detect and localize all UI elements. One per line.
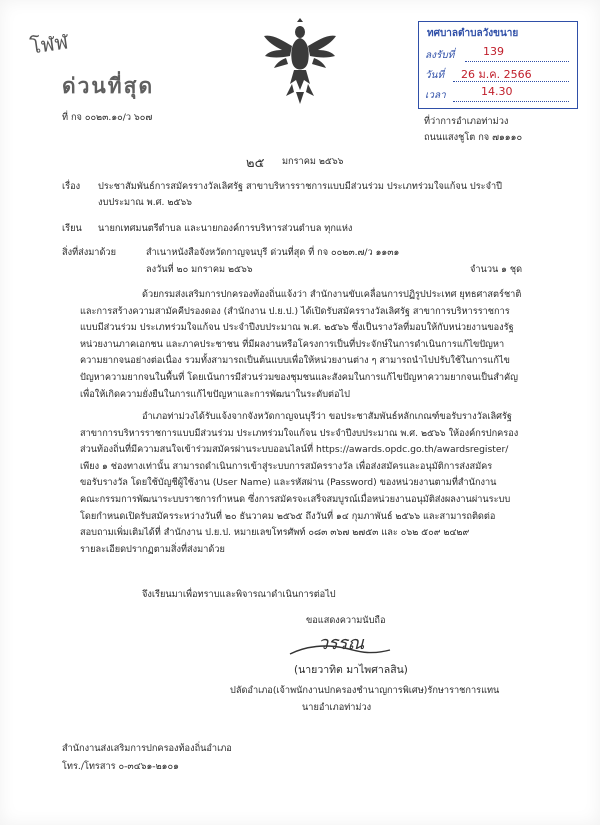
stamp-receipt-no: 139 <box>483 45 504 58</box>
para2-line: อำเภอท่าม่วงได้รับแจ้งจากจังหวัดกาญจนบุรีว่า ขอประชาสัมพันธ์หลักเกณฑ์ขอรับรางวัลเลิศรัฐ <box>142 411 512 422</box>
para2-line: สอบถามเพิ่มเติมได้ที่ สำนักงาน ป.ย.ป. หมายเลขโทรศัพท์ ๐๘๓ ๓๖๗ ๒๗๕๓ และ ๐๖๒ ๕๐๙ ๒๔๒๙ <box>80 527 470 539</box>
date-day: ๒๕ <box>246 156 265 171</box>
body-paragraph-2 <box>80 409 574 558</box>
stamp-date-value: 26 ม.ค. 2566 <box>461 68 532 81</box>
para2-line: สาขาการบริหารราชการแบบมีส่วนร่วม ประเภทร่วมใจแก้จน ประจำปีงบประมาณ พ.ศ. ๒๕๖๖ ให้องค์กรปกครอง <box>80 427 519 439</box>
stamp-time-line <box>453 100 569 102</box>
enclosure-label: สิ่งที่ส่งมาด้วย <box>62 247 116 258</box>
para1-line: และการสร้างความสามัคคีปรองดอง (สำนักงาน ป.ย.ป.) ได้เปิดรับสมัครรางวัลเลิศรัฐ สาขาการบริหารราชการ <box>80 305 510 317</box>
para2-line: คณะกรรมการพัฒนาระบบราชการกำหนด ซึ่งการสมัครจะเสร็จสมบูรณ์เมื่อหน่วยงานอนุมัติส่งผลงานผ่านระบบ <box>80 493 511 505</box>
stamp-receipt-label: ลงรับที่ <box>425 50 455 61</box>
signature-stroke-icon <box>286 640 396 660</box>
footer-office: สำนักงานส่งเสริมการปกครองท้องถิ่นอำเภอ <box>62 743 232 754</box>
office-line-2: ถนนแสงชูโต กจ ๗๑๑๑๐ <box>424 132 523 143</box>
receipt-stamp <box>418 21 578 109</box>
para1-line: ด้วยกรมส่งเสริมการปกครองท้องถิ่นแจ้งว่า สำนักงานขับเคลื่อนการปฏิรูปประเทศ ยุทธศาสตร์ชาติ <box>142 289 522 300</box>
stamp-org: ทศบาลตำบลวังขนาย <box>427 28 519 39</box>
enclosure-count: จำนวน ๑ ชุด <box>470 264 523 275</box>
office-line-1: ที่ว่าการอำเภอท่าม่วง <box>424 116 509 127</box>
para2-line: ส่วนท้องถิ่นที่มีความสนใจเข้าร่วมสมัครผ่านระบบออนไลน์ที่ https://awards.opdc.go.th/awardsregister/ <box>80 444 509 456</box>
para1-line: ความยากจนอย่างต่อเนื่อง รวมทั้งสามารถเป็นต้นแบบเพื่อให้หน่วยงานต่าง ๆ สามารถนำไปปรับใช้ในการแก้ไข <box>80 355 510 367</box>
para1-line: แบบมีส่วนร่วม ประเภทร่วมใจแก้จน ประจำปีงบประมาณ พ.ศ. ๒๕๖๖ ซึ่งเป็นรางวัลที่มอบให้กับหน่วยงานของรัฐ <box>80 322 514 334</box>
stamp-receipt-line <box>465 60 569 62</box>
stamp-time-value: 14.30 <box>481 85 513 98</box>
signer-title-1: ปลัดอำเภอ(เจ้าพนักงานปกครองชำนาญการพิเศษ)รักษาราชการแทน <box>230 685 500 696</box>
para1-line: หน่วยงานภาคเอกชน และภาคประชาชน ที่มีผลงานหรือโครงการเป็นที่ประจักษ์ในการดำเนินการแก้ไขปัญหา <box>80 338 505 350</box>
body-paragraph-1 <box>80 287 574 403</box>
subject-label: เรื่อง <box>62 181 81 192</box>
enclosure-line-1: สำเนาหนังสือจังหวัดกาญจนบุรี ด่วนที่สุด ที่ กจ ๐๐๒๓.๗/ว ๑๑๓๑ <box>146 247 400 258</box>
to-text: นายกเทศมนตรีตำบล และนายกองค์การบริหารส่วนตำบล ทุกแห่ง <box>98 223 353 234</box>
para2-line: รายละเอียดปรากฏตามสิ่งที่ส่งมาด้วย <box>80 543 225 555</box>
stamp-time-label: เวลา <box>425 90 446 101</box>
closing-request: จึงเรียนมาเพื่อทราบและพิจารณาดำเนินการต่อไป <box>142 589 336 600</box>
garuda-emblem-icon <box>262 18 338 104</box>
date-month-year: มกราคม ๒๕๖๖ <box>282 156 344 167</box>
closing-regards: ขอแสดงความนับถือ <box>306 615 386 626</box>
urgent-label: ด่วนที่สุด <box>62 73 155 98</box>
to-label: เรียน <box>62 223 82 234</box>
subject-line-1: ประชาสัมพันธ์การสมัครรางวัลเลิศรัฐ สาขาบริหารราชการแบบมีส่วนร่วม ประเภทร่วมใจแก้จน ประจำปี <box>98 181 502 192</box>
para2-line: โดยกำหนดเปิดรับสมัครระหว่างวันที่ ๒๐ ธันวาคม ๒๕๖๕ ถึงวันที่ ๑๔ กุมภาพันธ์ ๒๕๖๖ และสามารถติดต่อ <box>80 510 496 522</box>
para1-line: เพื่อให้เกิดความยั่งยืนในการแก้ไขปัญหาและการพัฒนาในระดับต่อไป <box>80 388 350 400</box>
signer-name: (นายวาทิต มาไพศาลสิน) <box>294 664 408 676</box>
stamp-date-label: วันที่ <box>425 70 445 81</box>
signature: วรรณ <box>318 633 365 654</box>
para2-line: เพียง ๑ ช่องทางเท่านั้น สามารถดำเนินการเข้าสู่ระบบการสมัครรางวัล เพื่อส่งสมัครและอนุมัติการส่งสมัคร <box>80 460 493 472</box>
reference-number: ที่ กจ ๐๐๒๓.๑๐/ว ๖๐๗ <box>62 112 153 123</box>
para1-line: ปัญหาความยากจนในพื้นที่ โดยเน้นการมีส่วนร่วมของชุมชนและสังคมในการแก้ไขปัญหาความยากจนเป็นสำคัญ <box>80 371 518 383</box>
subject-line-2: งบประมาณ พ.ศ. ๒๕๖๖ <box>98 197 193 208</box>
enclosure-line-2: ลงวันที่ ๒๐ มกราคม ๒๕๖๖ <box>146 264 253 275</box>
handwritten-mark: โฬฬ <box>28 29 70 59</box>
para2-line: ขอรับรางวัล โดยใช้บัญชีผู้ใช้งาน (User Name) และรหัสผ่าน (Password) ของหน่วยงานตามที่สำนักงาน <box>80 477 497 489</box>
footer-phone: โทร./โทรสาร ๐-๓๔๖๑-๒๑๐๑ <box>62 761 179 772</box>
signer-title-2: นายอำเภอท่าม่วง <box>302 702 372 713</box>
